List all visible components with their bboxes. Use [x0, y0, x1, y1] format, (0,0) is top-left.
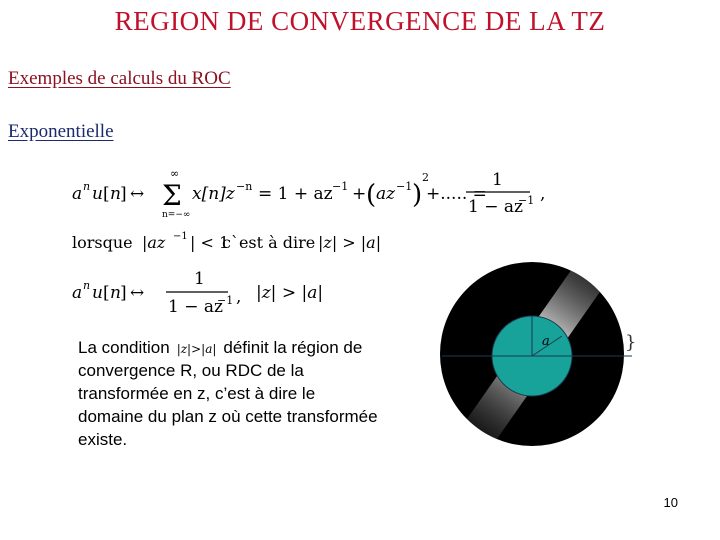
f3-bracket: [ [103, 283, 110, 303]
f1-numerator: 1 [492, 170, 503, 190]
condition-paragraph [78, 336, 378, 451]
section-heading: Exemples de calculs du ROC [8, 68, 231, 89]
roc-figure [432, 258, 642, 448]
f3-arrow: ↔ [130, 283, 145, 303]
f1-bracket-close: ] [120, 184, 127, 204]
condition-after: définit la région de convergence R, ou RDC de la transformée en z, c’est à dire le domaine du plan z où cette transformée existe. [78, 338, 378, 449]
f1-paren-open: ( [366, 180, 377, 210]
f1-n: n [83, 180, 91, 193]
f1-u: u [92, 184, 103, 204]
f3-idx: n [110, 283, 121, 303]
subsection-heading: Exponentielle [8, 121, 114, 142]
f2-lorsque: lorsque [72, 233, 133, 252]
f3-a: a [72, 283, 83, 303]
f3-den-exp: −1 [217, 294, 234, 307]
f3-n: n [83, 279, 91, 292]
f3-u: u [92, 283, 103, 303]
f1-bracket: [ [103, 184, 110, 204]
f1-comma: , [540, 184, 546, 204]
f3-cond: |z| > |a| [256, 283, 324, 303]
f1-paren-body: az [376, 184, 396, 204]
f3-bracket-close: ] [120, 283, 127, 303]
f1-arrow: ↔ [130, 184, 145, 204]
brace: } [625, 332, 637, 353]
f1-denominator: 1 − az [468, 197, 523, 217]
f1-a: a [72, 184, 83, 204]
page-title: REGION DE CONVERGENCE DE LA TZ [114, 6, 606, 36]
f3-numerator: 1 [194, 269, 205, 289]
f1-sum-lower: n=−∞ [162, 210, 191, 220]
f2-expr-close: | < 1 [190, 233, 230, 252]
f1-sum-body: x[n]z [192, 184, 235, 204]
f2-expr-exp: −1 [173, 231, 188, 242]
f1-sum-upper: ∞ [170, 167, 180, 180]
f2-cest: c`est à dire [222, 233, 316, 252]
formula-3 [70, 268, 330, 320]
formula-1 [70, 165, 560, 225]
f1-paren-close: ) [412, 180, 423, 210]
f1-paren-pow: 2 [422, 171, 429, 184]
f1-paren-exp: −1 [396, 180, 413, 193]
f1-den-exp: −1 [518, 194, 535, 207]
f3-comma: , [236, 287, 242, 307]
f1-sum-exp: −n [236, 180, 253, 193]
condition-before: La condition [78, 338, 170, 357]
f1-sigma: Σ [162, 179, 182, 212]
formula-2 [72, 228, 392, 258]
f1-idx: n [110, 184, 121, 204]
f3-denominator: 1 − az [168, 297, 223, 317]
condition-inline-math: |z|>|a| [176, 341, 217, 356]
page-number: 10 [663, 495, 678, 510]
f2-expr: |az [142, 233, 166, 252]
f1-exp1: −1 [332, 180, 349, 193]
f1-tail: +..... = [426, 184, 487, 204]
f1-eq1: = 1 + az [258, 184, 333, 204]
f2-cond: |z| > |a| [318, 233, 382, 252]
radius-label: a [542, 334, 550, 349]
f1-plus: + [352, 184, 367, 204]
